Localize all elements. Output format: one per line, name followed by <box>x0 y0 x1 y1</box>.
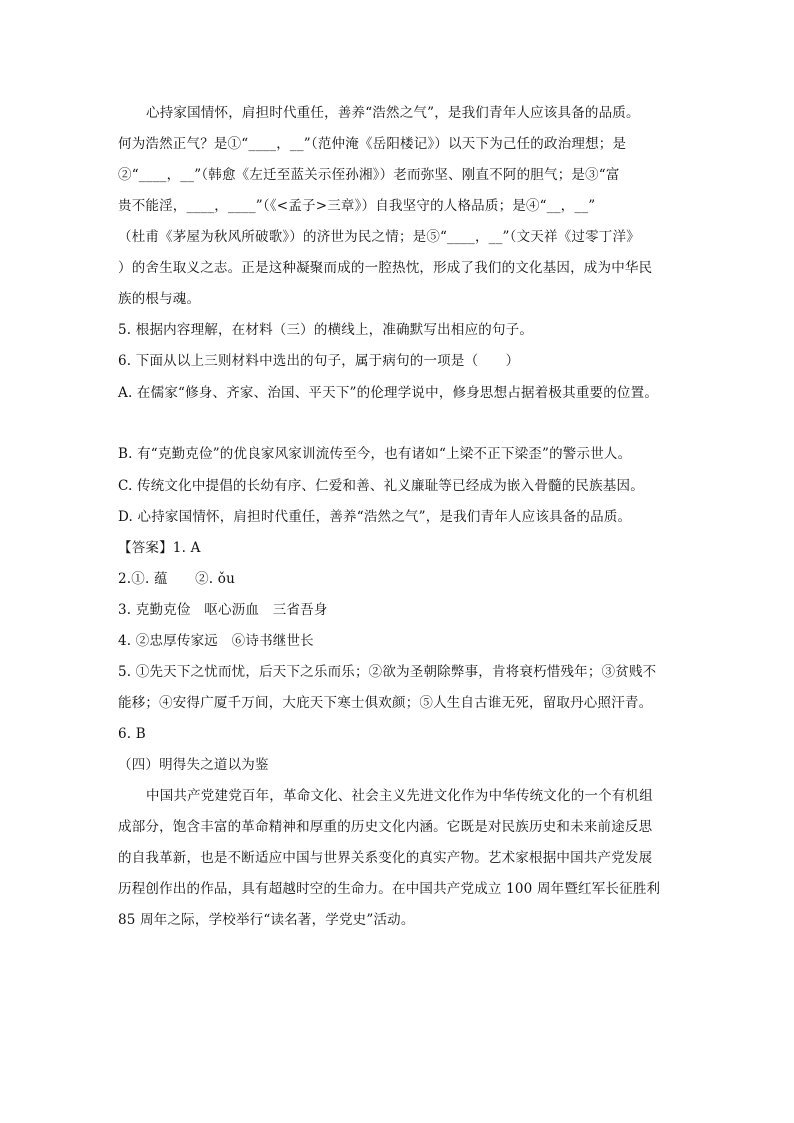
passage-line: ）的舍生取义之志。正是这种凝聚而成的一腔热忱，形成了我们的文化基因，成为中华民 <box>118 260 653 276</box>
section-heading: （四）明得失之道以为鉴 <box>118 757 269 773</box>
passage-line: ②“____，__”（韩愈《左迁至蓝关示侄孙湘》）老而弥坚、刚直不阿的胆气；是③“富 <box>118 167 620 183</box>
question-5: 5. 根据内容理解，在材料（三）的横线上，准确默写出相应的句子。 <box>118 322 534 338</box>
question-6: 6. 下面从以上三则材料中选出的句子，属于病句的一项是（ ） <box>118 353 520 369</box>
answer-5-line: 5. ①先天下之忧而忧，后天下之乐而乐；②欲为圣朝除弊事，肯将衰朽惜残年；③贫贱不 <box>118 664 657 680</box>
option-b: B. 有“克勤克俭”的优良家风家训流传至今，也有诸如“上梁不正下梁歪”的警示世人。 <box>118 446 632 462</box>
option-a: A. 在儒家“修身、齐家、治国、平天下”的伦理学说中，修身思想占据着极其重要的位置。 <box>118 385 659 401</box>
section-line: 的自我革新，也是不断适应中国与世界关系变化的真实产物。艺术家根据中国共产党发展 <box>118 850 653 866</box>
passage-line: 贵不能淫，____，____”（《<孟子>三章》）自我坚守的人格品质；是④“__，__” <box>118 198 596 214</box>
section-line: 中国共产党建党百年，革命文化、社会主义先进文化作为中华传统文化的一个有机组 <box>146 788 653 804</box>
section-line: 历程创作出的作品，具有超越时空的生命力。在中国共产党成立 100 周年暨红军长征胜利 <box>118 881 661 897</box>
section-line: 85 周年之际，学校举行“读名著，学党史”活动。 <box>118 912 415 928</box>
answer-2: 2.①. 蕴 ②. ǒu <box>118 571 235 587</box>
passage-line: 何为浩然正气？是①“____，__”（范仲淹《岳阳楼记》）以天下为己任的政治理想；是 <box>118 136 627 152</box>
answer-4: 4. ②忠厚传家远 ⑥诗书继世长 <box>118 633 314 649</box>
answer-3: 3. 克勤克俭 呕心沥血 三省吾身 <box>118 602 328 618</box>
passage-line: 心持家国情怀，肩担时代重任，善养“浩然之气”，是我们青年人应该具备的品质。 <box>146 105 640 121</box>
answer-6: 6. B <box>118 726 146 742</box>
option-d: D. 心持家国情怀，肩担时代重任，善养“浩然之气”，是我们青年人应该具备的品质。 <box>118 509 632 525</box>
answer-1: 【答案】1. A <box>118 540 201 556</box>
option-c: C. 传统文化中提倡的长幼有序、仁爱和善、礼义廉耻等已经成为嵌入骨髓的民族基因。 <box>118 478 644 494</box>
passage-line: 族的根与魂。 <box>118 291 201 307</box>
passage-line: （杜甫《茅屋为秋风所破歌》）的济世为民之情；是⑤“____，__”（文天祥《过零丁洋》 <box>118 229 640 245</box>
answer-5-line: 能移；④安得广厦千万间，大庇天下寒士俱欢颜；⑤人生自古谁无死，留取丹心照汗青。 <box>118 695 653 711</box>
section-line: 成部分，饱含丰富的革命精神和厚重的历史文化内涵。它既是对民族历史和未来前途反思 <box>118 819 653 835</box>
